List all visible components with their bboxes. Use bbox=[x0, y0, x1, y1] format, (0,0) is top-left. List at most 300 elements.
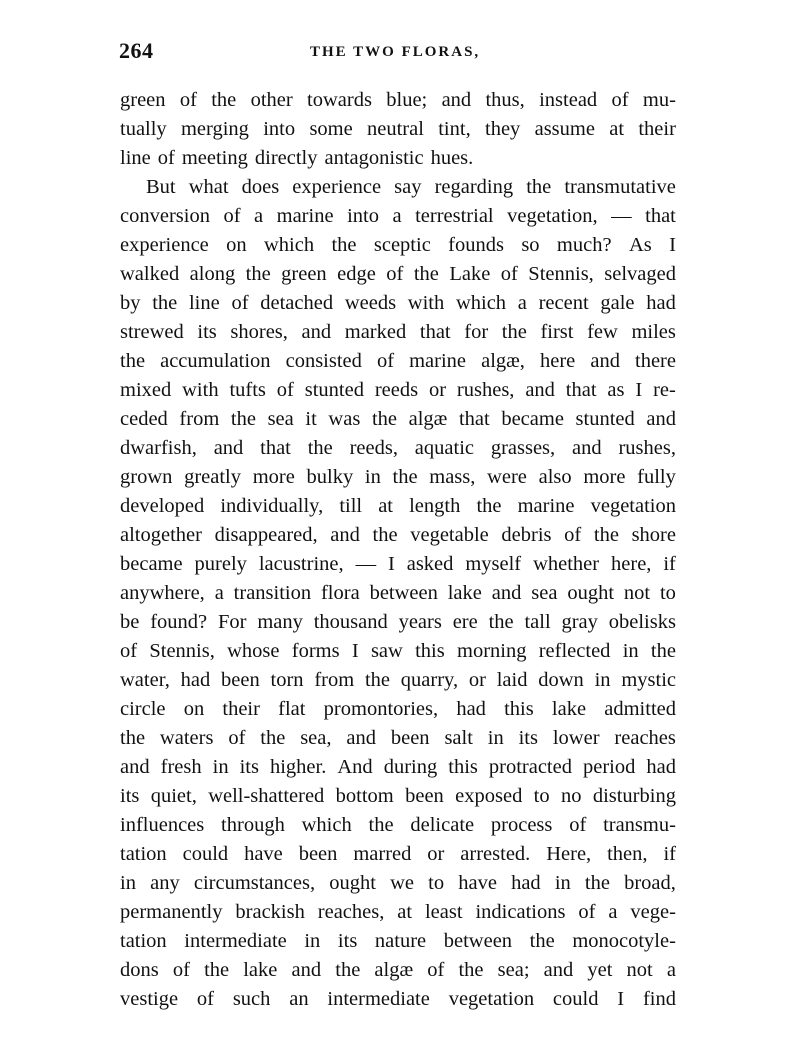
word: of bbox=[427, 959, 445, 981]
text-line bbox=[120, 115, 676, 144]
word: in bbox=[120, 872, 136, 894]
word: marine bbox=[517, 495, 575, 517]
word: water, bbox=[120, 669, 170, 691]
word: delicate bbox=[410, 814, 475, 836]
word: vegetation bbox=[448, 988, 535, 1010]
text-line bbox=[120, 492, 676, 521]
text-line bbox=[120, 86, 676, 115]
word: the bbox=[392, 466, 418, 488]
word: such bbox=[232, 988, 271, 1010]
word: of bbox=[564, 524, 582, 546]
word: vegetable bbox=[410, 524, 489, 546]
word: quiet, bbox=[150, 785, 197, 807]
word: became bbox=[120, 553, 183, 575]
word: ought bbox=[329, 872, 376, 894]
word: through bbox=[221, 814, 285, 836]
word: instead bbox=[539, 89, 598, 111]
word: the bbox=[476, 495, 502, 517]
word: Stennis, bbox=[149, 640, 215, 662]
word: blue; bbox=[386, 89, 428, 111]
word: of bbox=[276, 379, 294, 401]
word: morning bbox=[457, 640, 527, 662]
word: during bbox=[383, 756, 438, 778]
word: tall bbox=[524, 611, 551, 633]
word: the bbox=[245, 263, 271, 285]
word: grown bbox=[120, 466, 173, 488]
word: the bbox=[230, 408, 256, 430]
word: recent bbox=[538, 292, 589, 314]
word: circle bbox=[120, 698, 166, 720]
word: the bbox=[529, 930, 555, 952]
word: of bbox=[500, 263, 518, 285]
word: first bbox=[540, 321, 574, 343]
word: also bbox=[538, 466, 572, 488]
word: disappeared, bbox=[214, 524, 318, 546]
word: I bbox=[351, 640, 359, 662]
word: to bbox=[659, 582, 676, 604]
word: on bbox=[226, 234, 247, 256]
text-line bbox=[120, 782, 676, 811]
word: of bbox=[120, 640, 138, 662]
word: between bbox=[369, 582, 438, 604]
word: the bbox=[364, 669, 390, 691]
word: so bbox=[521, 234, 540, 256]
word: mixed bbox=[120, 379, 172, 401]
word: that bbox=[260, 437, 291, 459]
word: the bbox=[593, 524, 619, 546]
word: of bbox=[157, 147, 175, 169]
word: had bbox=[511, 872, 541, 894]
word: what bbox=[188, 176, 229, 198]
word: be bbox=[120, 611, 140, 633]
text-line bbox=[120, 289, 676, 318]
word: it bbox=[305, 408, 317, 430]
word: and bbox=[590, 350, 620, 372]
word: the bbox=[120, 727, 146, 749]
word: thus, bbox=[485, 89, 525, 111]
word: and bbox=[330, 524, 360, 546]
word: the bbox=[458, 959, 484, 981]
word: flora bbox=[320, 582, 360, 604]
word: reaches bbox=[614, 727, 676, 749]
word: the bbox=[488, 611, 514, 633]
word: we bbox=[390, 872, 414, 894]
word: a bbox=[608, 901, 618, 923]
word: whether bbox=[533, 553, 600, 575]
word: marine bbox=[409, 350, 467, 372]
text-line bbox=[120, 260, 676, 289]
word: with bbox=[407, 292, 445, 314]
text-line bbox=[120, 840, 676, 869]
word: which bbox=[301, 814, 352, 836]
word: there bbox=[635, 350, 676, 372]
text-line bbox=[120, 869, 676, 898]
word: ere bbox=[452, 611, 478, 633]
word: the bbox=[372, 524, 398, 546]
word: transition bbox=[233, 582, 312, 604]
word: algæ, bbox=[481, 350, 525, 372]
word: the bbox=[260, 727, 286, 749]
word: terrestrial bbox=[415, 205, 494, 227]
word: in bbox=[594, 669, 611, 691]
word: aquatic bbox=[414, 437, 474, 459]
word: lacustrine, bbox=[258, 553, 344, 575]
word: permanently bbox=[120, 901, 223, 923]
word: been bbox=[221, 669, 260, 691]
word: its bbox=[518, 727, 538, 749]
word: of bbox=[196, 988, 214, 1010]
word: well-shattered bbox=[208, 785, 325, 807]
word: gale bbox=[600, 292, 635, 314]
word: yet bbox=[587, 959, 613, 981]
word: into bbox=[263, 118, 296, 140]
word: that bbox=[419, 321, 451, 343]
word: stunted bbox=[575, 408, 635, 430]
text-line bbox=[120, 318, 676, 347]
word: of bbox=[611, 89, 629, 111]
body-text bbox=[120, 86, 676, 1014]
word: the bbox=[152, 292, 178, 314]
word: transmutative bbox=[564, 176, 676, 198]
word: fully bbox=[637, 466, 676, 488]
word: rushes, bbox=[618, 437, 676, 459]
word: they bbox=[485, 118, 521, 140]
word: promontories, bbox=[323, 698, 439, 720]
word: an bbox=[289, 988, 309, 1010]
word: and bbox=[213, 437, 244, 459]
word: consisted bbox=[285, 350, 362, 372]
word: period bbox=[583, 756, 636, 778]
word: on bbox=[183, 698, 205, 720]
word: mass, bbox=[429, 466, 476, 488]
word: of bbox=[569, 814, 587, 836]
word: of bbox=[578, 901, 596, 923]
text-line bbox=[120, 144, 676, 173]
word: greatly bbox=[184, 466, 241, 488]
word: exposed bbox=[455, 785, 523, 807]
text-line bbox=[120, 956, 676, 985]
word: meeting bbox=[181, 147, 248, 169]
word: no bbox=[560, 785, 582, 807]
word: rushes, bbox=[456, 379, 515, 401]
word: this bbox=[448, 756, 478, 778]
text-line bbox=[120, 405, 676, 434]
word: shores, bbox=[230, 321, 288, 343]
word: tually bbox=[120, 118, 167, 140]
word: least bbox=[424, 901, 463, 923]
text-line bbox=[120, 753, 676, 782]
word: down bbox=[538, 669, 584, 691]
word: along bbox=[189, 263, 236, 285]
word: length bbox=[409, 495, 461, 517]
word: I bbox=[669, 234, 676, 256]
word: with bbox=[182, 379, 219, 401]
word: for bbox=[464, 321, 489, 343]
word: other bbox=[250, 89, 293, 111]
word: a bbox=[517, 292, 527, 314]
word: or bbox=[428, 379, 447, 401]
word: waters bbox=[159, 727, 214, 749]
word: at bbox=[397, 901, 413, 923]
word: a bbox=[254, 205, 264, 227]
word: in bbox=[304, 930, 321, 952]
word: could bbox=[182, 843, 229, 865]
word: stunted bbox=[304, 379, 364, 401]
word: hues. bbox=[430, 147, 474, 169]
word: and bbox=[543, 959, 574, 981]
word: could bbox=[552, 988, 599, 1010]
word: its bbox=[197, 321, 217, 343]
word: influences bbox=[120, 814, 205, 836]
word: shore bbox=[631, 524, 676, 546]
word: reeds bbox=[374, 379, 419, 401]
word: its bbox=[337, 930, 358, 952]
word: many bbox=[257, 611, 303, 633]
word: its bbox=[239, 756, 259, 778]
word: intermediate bbox=[184, 930, 287, 952]
word: nature bbox=[374, 930, 427, 952]
text-line bbox=[120, 898, 676, 927]
word: of bbox=[228, 727, 246, 749]
word: tation bbox=[120, 843, 167, 865]
word: by bbox=[120, 292, 141, 314]
word: reeds, bbox=[349, 437, 398, 459]
word: monocotyle- bbox=[572, 930, 676, 952]
word: conversion bbox=[120, 205, 210, 227]
word: experience bbox=[120, 234, 209, 256]
word: if bbox=[663, 553, 676, 575]
word: quarry, bbox=[400, 669, 459, 691]
word: was bbox=[328, 408, 361, 430]
word: whose bbox=[227, 640, 280, 662]
text-line bbox=[120, 521, 676, 550]
word: the bbox=[650, 640, 676, 662]
word: dons bbox=[120, 959, 159, 981]
word: this bbox=[504, 698, 534, 720]
word: became bbox=[501, 408, 564, 430]
word: line bbox=[188, 292, 220, 314]
word: laid bbox=[496, 669, 528, 691]
word: lake bbox=[447, 582, 482, 604]
word: that bbox=[645, 205, 676, 227]
word: salt bbox=[444, 727, 473, 749]
word: then, bbox=[607, 843, 648, 865]
word: as bbox=[607, 379, 625, 401]
word: mystic bbox=[621, 669, 676, 691]
word: forms bbox=[291, 640, 340, 662]
word: circumstances, bbox=[193, 872, 316, 894]
word: transmu- bbox=[603, 814, 676, 836]
word: brackish bbox=[235, 901, 305, 923]
word: have bbox=[458, 872, 497, 894]
word: till bbox=[339, 495, 363, 517]
word: I bbox=[617, 988, 625, 1010]
text-line bbox=[120, 637, 676, 666]
text-line bbox=[120, 434, 676, 463]
text-line bbox=[120, 666, 676, 695]
word: edge bbox=[337, 263, 376, 285]
word: the bbox=[307, 437, 333, 459]
word: green bbox=[281, 263, 327, 285]
word: towards bbox=[307, 89, 372, 111]
word: founds bbox=[448, 234, 504, 256]
word: had bbox=[180, 669, 211, 691]
word: had bbox=[646, 292, 676, 314]
word: that bbox=[565, 379, 597, 401]
word: and bbox=[525, 379, 555, 401]
word: developed bbox=[120, 495, 205, 517]
word: vestige bbox=[120, 988, 179, 1010]
word: years bbox=[398, 611, 442, 633]
word: their bbox=[638, 118, 676, 140]
word: sea bbox=[267, 408, 294, 430]
word: and bbox=[572, 437, 602, 459]
word: torn bbox=[270, 669, 304, 691]
word: directly bbox=[254, 147, 318, 169]
word: obelisks bbox=[608, 611, 676, 633]
word: say bbox=[394, 176, 422, 198]
word: line bbox=[120, 147, 151, 169]
word: antagonistic bbox=[324, 147, 424, 169]
word: at bbox=[609, 118, 625, 140]
word: marine bbox=[276, 205, 334, 227]
text-line bbox=[120, 463, 676, 492]
word: algæ bbox=[374, 959, 414, 981]
word: of bbox=[386, 263, 404, 285]
word: had bbox=[646, 756, 676, 778]
word: vegetation, bbox=[507, 205, 598, 227]
word: ceded bbox=[120, 408, 168, 430]
word: sea bbox=[531, 582, 558, 604]
word: and bbox=[646, 408, 676, 430]
word: Lake bbox=[449, 263, 491, 285]
word: sceptic bbox=[373, 234, 431, 256]
word: regarding bbox=[434, 176, 514, 198]
word: miles bbox=[631, 321, 676, 343]
word: But bbox=[146, 176, 176, 198]
word: thousand bbox=[313, 611, 388, 633]
word: its bbox=[120, 785, 140, 807]
word: sea, bbox=[300, 727, 332, 749]
word: neutral bbox=[367, 118, 424, 140]
word: experience bbox=[292, 176, 382, 198]
text-line bbox=[120, 347, 676, 376]
word: a bbox=[666, 959, 676, 981]
word: in bbox=[364, 466, 381, 488]
word: been bbox=[390, 727, 430, 749]
word: accumulation bbox=[160, 350, 271, 372]
word: strewed bbox=[120, 321, 184, 343]
word: find bbox=[642, 988, 676, 1010]
text-line bbox=[120, 579, 676, 608]
word: purely bbox=[194, 553, 247, 575]
word: walked bbox=[120, 263, 180, 285]
word: reflected bbox=[538, 640, 611, 662]
word: tufts bbox=[229, 379, 266, 401]
word: any bbox=[150, 872, 180, 894]
word: this bbox=[415, 640, 445, 662]
word: and bbox=[441, 89, 472, 111]
word: of bbox=[223, 205, 241, 227]
word: debris bbox=[501, 524, 552, 546]
word: from bbox=[314, 669, 355, 691]
word: more bbox=[252, 466, 295, 488]
word: arrested. bbox=[460, 843, 531, 865]
word: selvaged bbox=[604, 263, 676, 285]
word: which bbox=[264, 234, 315, 256]
word: does bbox=[241, 176, 280, 198]
word: and bbox=[346, 727, 376, 749]
word: reaches, bbox=[317, 901, 385, 923]
word: here bbox=[540, 350, 576, 372]
word: the bbox=[368, 814, 394, 836]
word: which bbox=[455, 292, 507, 314]
word: sea; bbox=[497, 959, 530, 981]
word: I bbox=[387, 553, 395, 575]
word: vege- bbox=[630, 901, 676, 923]
word: the bbox=[371, 408, 397, 430]
word: in bbox=[212, 756, 229, 778]
word: disturbing bbox=[592, 785, 676, 807]
word: protracted bbox=[488, 756, 572, 778]
running-head: THE TWO FLORAS, bbox=[310, 44, 481, 60]
word: to bbox=[533, 785, 550, 807]
word: — bbox=[611, 205, 632, 227]
word: intermediate bbox=[327, 988, 430, 1010]
word: marked bbox=[344, 321, 407, 343]
word: algæ bbox=[408, 408, 448, 430]
word: were bbox=[487, 466, 527, 488]
word: — bbox=[355, 553, 377, 575]
word: As bbox=[628, 234, 652, 256]
word: assume bbox=[534, 118, 595, 140]
word: bottom bbox=[335, 785, 394, 807]
word: at bbox=[378, 495, 393, 517]
word: the bbox=[120, 350, 146, 372]
text-line bbox=[120, 376, 676, 405]
word: tint, bbox=[438, 118, 471, 140]
word: if bbox=[663, 843, 676, 865]
word: marred bbox=[353, 843, 412, 865]
text-line bbox=[120, 550, 676, 579]
word: mu- bbox=[642, 89, 676, 111]
word: between bbox=[443, 930, 513, 952]
page-number: 264 bbox=[119, 38, 154, 63]
word: myself bbox=[465, 553, 522, 575]
word: not bbox=[626, 959, 653, 981]
word: weeds bbox=[344, 292, 397, 314]
text-line bbox=[120, 695, 676, 724]
word: or bbox=[427, 843, 445, 865]
word: much? bbox=[556, 234, 612, 256]
word: that bbox=[458, 408, 490, 430]
word: flat bbox=[278, 698, 306, 720]
word: from bbox=[179, 408, 220, 430]
word: and bbox=[291, 959, 322, 981]
word: indications bbox=[475, 901, 566, 923]
word: bulky bbox=[306, 466, 354, 488]
word: merging bbox=[180, 118, 249, 140]
word: the bbox=[584, 872, 610, 894]
word: For bbox=[217, 611, 247, 633]
word: in bbox=[554, 872, 571, 894]
word: a bbox=[392, 205, 402, 227]
word: had bbox=[456, 698, 486, 720]
word: tation bbox=[120, 930, 167, 952]
word: Here, bbox=[546, 843, 592, 865]
word: of bbox=[376, 350, 395, 372]
word: and bbox=[120, 756, 150, 778]
